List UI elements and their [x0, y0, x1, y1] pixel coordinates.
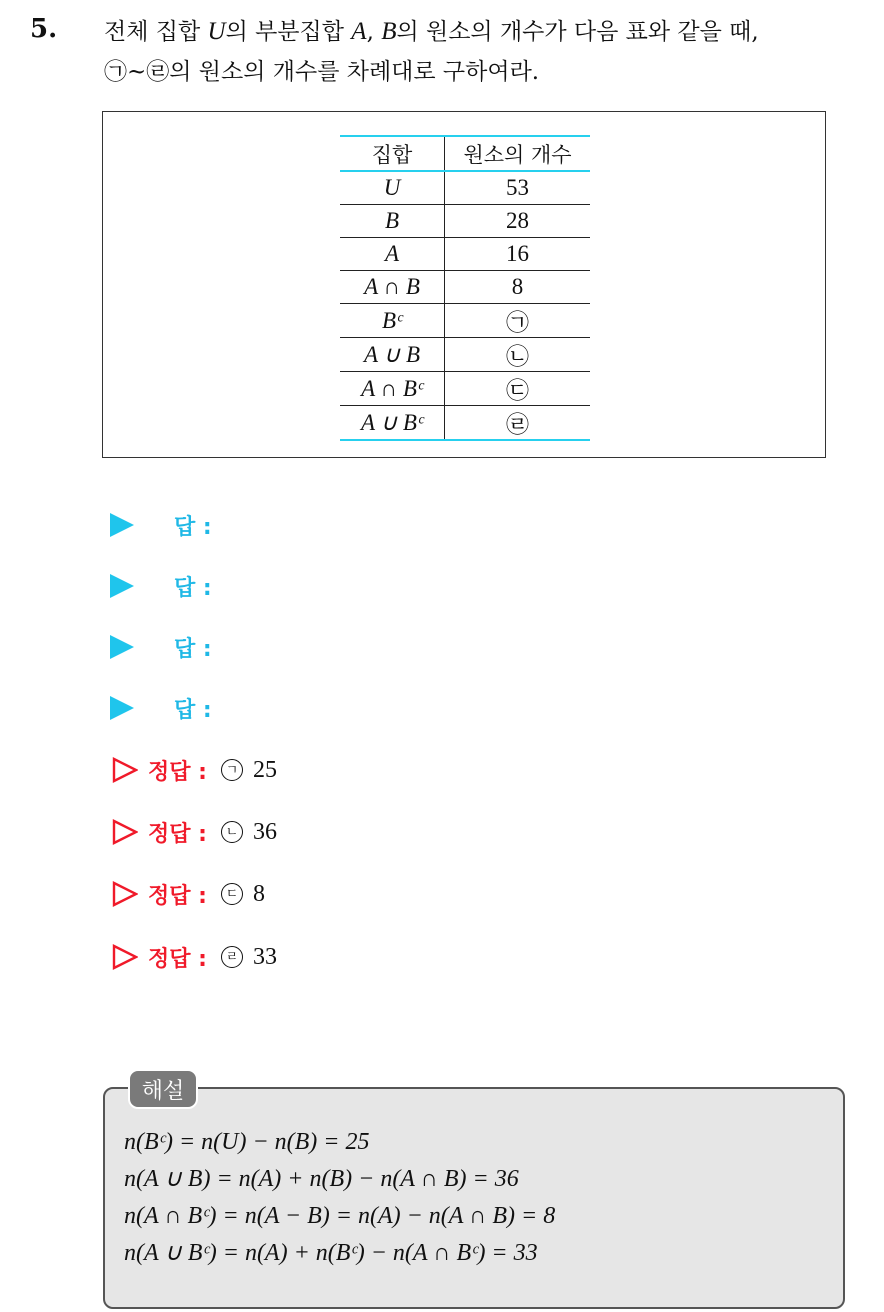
correct-value	[221, 881, 265, 908]
cell-count: ㉠	[445, 304, 591, 338]
outline-triangle-icon	[112, 944, 138, 970]
cell-set: A ∩ B	[340, 271, 445, 304]
correct-value	[221, 757, 277, 784]
correct-label: 정답 :	[148, 821, 207, 847]
table-row	[340, 271, 590, 304]
correct-row-3	[112, 874, 265, 914]
cell-set: A ∪ Bᶜ	[340, 406, 445, 441]
answer-label: 답 :	[174, 636, 212, 662]
correct-label: 정답 :	[148, 883, 207, 909]
play-triangle-icon	[110, 574, 134, 598]
correct-label: 정답 :	[148, 759, 207, 785]
cell-count: ㉣	[445, 406, 591, 441]
var-b: B	[381, 18, 397, 45]
table-row	[340, 372, 590, 406]
cell-count: ㉢	[445, 372, 591, 406]
question-text	[104, 12, 864, 92]
answer-label: 답 :	[174, 697, 212, 723]
header-count: 원소의 개수	[445, 136, 591, 171]
answer-label: 답 :	[174, 575, 212, 601]
table-row	[340, 238, 590, 271]
circled-mark: ㄹ	[221, 946, 243, 968]
explanation-line: n(A ∪ B) = n(A) + n(B) − n(A ∩ B) = 36	[124, 1166, 519, 1192]
sets-table	[340, 135, 590, 441]
correct-number: 36	[252, 818, 277, 845]
table-row	[340, 338, 590, 372]
circled-mark: ㄷ	[221, 883, 243, 905]
correct-label: 정답 :	[148, 946, 207, 972]
cell-count: ㉡	[445, 338, 591, 372]
correct-number: 8	[252, 880, 265, 907]
explanation-lines	[124, 1124, 555, 1272]
correct-number: 25	[252, 756, 277, 783]
table-box	[102, 111, 826, 458]
cell-set: A ∪ B	[340, 338, 445, 372]
answer-row-1	[110, 505, 212, 545]
play-triangle-icon	[110, 696, 134, 720]
explanation-line: n(Bᶜ) = n(U) − n(B) = 25	[124, 1129, 370, 1155]
correct-value	[221, 944, 277, 971]
correct-row-1	[112, 750, 277, 790]
correct-value	[221, 819, 277, 846]
cell-count: 28	[445, 205, 591, 238]
cell-set: U	[340, 171, 445, 205]
correct-row-2	[112, 812, 277, 852]
outline-triangle-icon	[112, 881, 138, 907]
outline-triangle-icon	[112, 819, 138, 845]
question-number: 5.	[30, 14, 58, 44]
explanation-line: n(A ∩ Bᶜ) = n(A − B) = n(A) − n(A ∩ B) = 8	[124, 1203, 556, 1229]
cell-set: A	[340, 238, 445, 271]
cell-set: Bᶜ	[340, 304, 445, 338]
answer-row-2	[110, 566, 212, 606]
cell-count: 16	[445, 238, 591, 271]
cell-set: A ∩ Bᶜ	[340, 372, 445, 406]
correct-number: 33	[252, 943, 277, 970]
var-a: A	[351, 18, 367, 45]
answer-label: 답 :	[174, 514, 212, 540]
table-row	[340, 406, 590, 441]
cell-count: 8	[445, 271, 591, 304]
circled-mark: ㄴ	[221, 821, 243, 843]
answer-row-4	[110, 688, 212, 728]
correct-row-4	[112, 937, 277, 977]
cell-count: 53	[445, 171, 591, 205]
explanation-title: 해설	[128, 1069, 198, 1109]
header-set: 집합	[340, 136, 445, 171]
table-header-row	[340, 136, 590, 171]
cell-set: B	[340, 205, 445, 238]
question-text-part: ,	[366, 19, 382, 45]
outline-triangle-icon	[112, 757, 138, 783]
table-row	[340, 304, 590, 338]
circled-mark: ㄱ	[221, 759, 243, 781]
var-u: U	[207, 18, 226, 45]
question-text-part: 의 원소의 개수가 다음 표와 같을 때,	[396, 19, 759, 45]
table-row	[340, 205, 590, 238]
question-line-1	[104, 12, 864, 52]
play-triangle-icon	[110, 635, 134, 659]
question-text-part: 전체 집합	[104, 19, 208, 45]
explanation-line: n(A ∪ Bᶜ) = n(A) + n(Bᶜ) − n(A ∩ Bᶜ) = 33	[124, 1240, 538, 1266]
question-line-2: ㉠~㉣의 원소의 개수를 차례대로 구하여라.	[104, 59, 540, 85]
answer-row-3	[110, 627, 212, 667]
question-text-part: 의 부분집합	[225, 19, 352, 45]
play-triangle-icon	[110, 513, 134, 537]
table-row	[340, 171, 590, 205]
